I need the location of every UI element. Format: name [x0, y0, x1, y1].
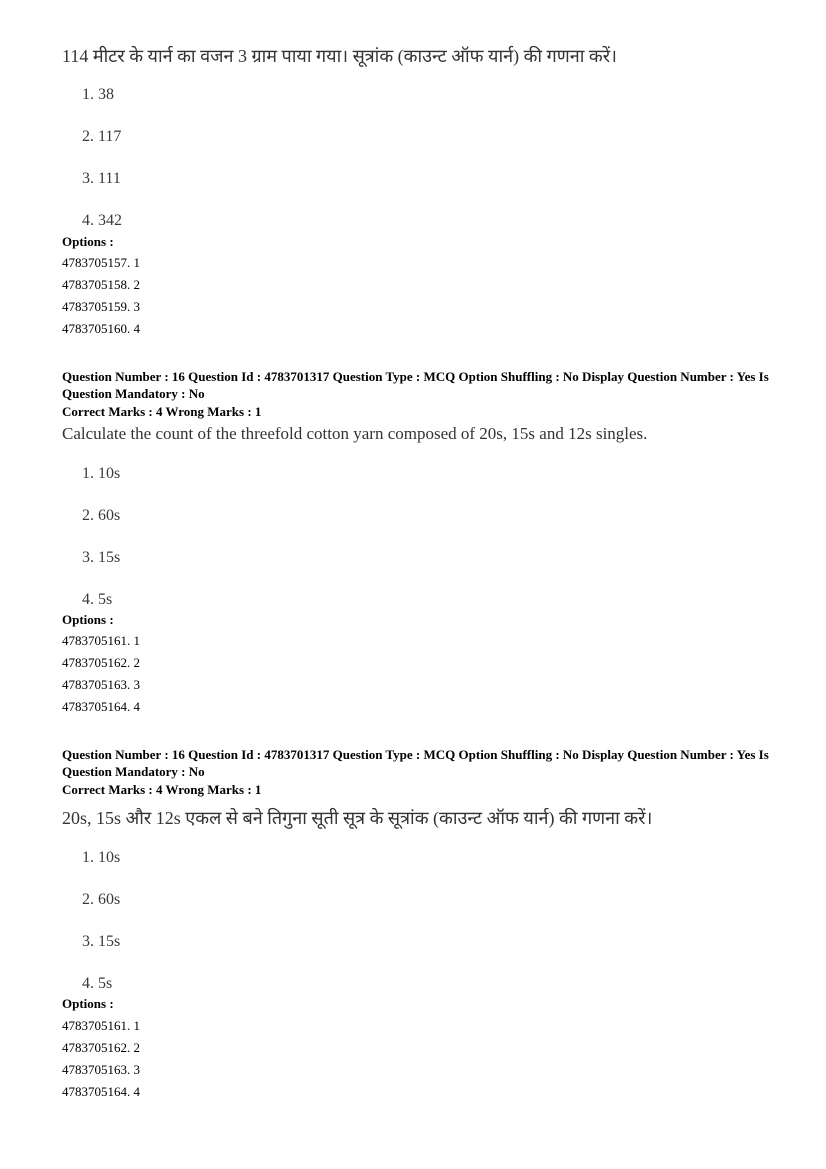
option-id: 4783705158. 2 [62, 277, 140, 292]
answer-choice-1: 1. 38 [82, 86, 114, 103]
option-id: 4783705161. 1 [62, 1018, 140, 1033]
option-id: 4783705164. 4 [62, 699, 140, 714]
option-id: 4783705162. 2 [62, 1040, 140, 1055]
option-id: 4783705161. 1 [62, 633, 140, 648]
answer-choice-2: 2. 60s [82, 507, 121, 524]
answer-choice-2: 2. 117 [82, 128, 122, 145]
question-text: 20s, 15s और 12s एकल से बने तिगुना सूती सूत्र के सूत्रांक (काउन्ट ऑफ यार्न) की गणना करें। [62, 808, 653, 828]
options-label: Options : [62, 612, 114, 627]
answer-choice-4: 4. 5s [82, 591, 113, 608]
answer-choice-3: 3. 15s [82, 549, 121, 566]
options-label: Options : [62, 234, 114, 249]
answer-choice-1: 1. 10s [82, 849, 121, 866]
answer-choice-4: 4. 5s [82, 975, 113, 992]
option-id: 4783705163. 3 [62, 1062, 140, 1077]
option-id: 4783705164. 4 [62, 1084, 140, 1099]
answer-choice-4: 4. 342 [82, 212, 122, 229]
option-id: 4783705160. 4 [62, 321, 140, 336]
option-id: 4783705157. 1 [62, 255, 140, 270]
question-text: Calculate the count of the threefold cotton yarn composed of 20s, 15s and 12s singles. [62, 424, 648, 443]
answer-choice-3: 3. 15s [82, 933, 121, 950]
question-meta: Question Number : 16 Question Id : 4783701317 Question Type : MCQ Option Shuffling : No Display Question Number : Yes Is Question Mandatory : No [62, 369, 769, 401]
options-label: Options : [62, 996, 114, 1011]
option-id: 4783705163. 3 [62, 677, 140, 692]
question-meta: Question Number : 16 Question Id : 4783701317 Question Type : MCQ Option Shuffling : No Display Question Number : Yes Is Question Mandatory : No [62, 747, 769, 779]
answer-choice-2: 2. 60s [82, 891, 121, 908]
answer-choice-3: 3. 111 [82, 170, 121, 187]
option-id: 4783705159. 3 [62, 299, 140, 314]
answer-choice-1: 1. 10s [82, 465, 121, 482]
marks-info: Correct Marks : 4 Wrong Marks : 1 [62, 404, 262, 419]
question-text: 114 मीटर के यार्न का वजन 3 ग्राम पाया गया। सूत्रांक (काउन्ट ऑफ यार्न) की गणना करें। [62, 46, 617, 66]
option-id: 4783705162. 2 [62, 655, 140, 670]
marks-info: Correct Marks : 4 Wrong Marks : 1 [62, 782, 262, 797]
